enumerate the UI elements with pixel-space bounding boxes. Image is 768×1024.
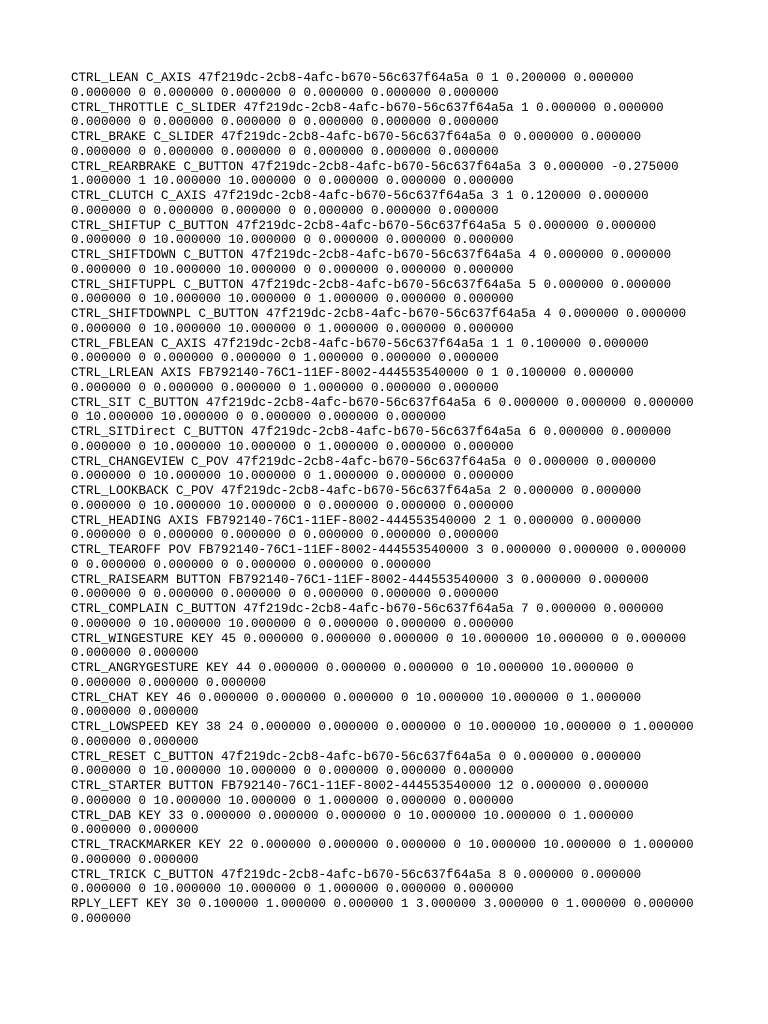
text-line: CTRL_LOOKBACK C_POV 47f219dc-2cb8-4afc-b670-56c637f64a5a 2 0.000000 0.000000 [71,484,642,498]
text-line: CTRL_CHAT KEY 46 0.000000 0.000000 0.000000 0 10.000000 10.000000 0 1.000000 [71,690,642,705]
text-line: 0.000000 0 0.000000 0.000000 0 1.000000 0.000000 0.000000 [71,351,499,366]
text-line: 0.000000 0.000000 [71,705,199,720]
text-line: 0.000000 0 0.000000 0.000000 0 1.000000 0.000000 0.000000 [71,380,499,395]
text-line: CTRL_SHIFTUP C_BUTTON 47f219dc-2cb8-4afc-b670-56c637f64a5a 5 0.000000 0.000000 [71,218,657,233]
text-line: 0.000000 0 10.000000 10.000000 0 1.000000 0.000000 0.000000 [71,439,514,454]
text-line: 0.000000 0 0.000000 0.000000 0 0.000000 0.000000 0.000000 [71,115,499,130]
text-line: CTRL_RESET C_BUTTON 47f219dc-2cb8-4afc-b670-56c637f64a5a 0 0.000000 0.000000 [71,749,642,764]
text-line: 0.000000 0.000000 [71,852,199,867]
text-line: 0.000000 0 10.000000 10.000000 0 1.000000 0.000000 0.000000 [71,882,514,897]
text-line: CTRL_CHANGEVIEW C_POV 47f219dc-2cb8-4afc-b670-56c637f64a5a 0 0.000000 0.000000 [71,454,657,469]
text-line: CTRL_TRICK C_BUTTON 47f219dc-2cb8-4afc-b670-56c637f64a5a 8 0.000000 0.000000 [71,867,642,882]
text-line: 0.000000 0 10.000000 10.000000 0 1.000000 0.000000 0.000000 [71,793,514,808]
text-line: CTRL_WINGESTURE KEY 45 0.000000 0.000000 0.000000 0 10.000000 10.000000 0 0.000000 [71,631,687,646]
text-line: CTRL_ANGRYGESTURE KEY 44 0.000000 0.000000 0.000000 0 10.000000 10.000000 0 [71,661,634,675]
text-line: CTRL_HEADING AXIS FB792140-76C1-11EF-8002-444553540000 2 1 0.000000 0.000000 [71,513,642,528]
document-body [71,71,711,927]
text-line: 1.000000 1 10.000000 10.000000 0 0.000000 0.000000 0.000000 [71,174,514,189]
text-line: 0.000000 0 0.000000 0.000000 0 0.000000 0.000000 0.000000 [71,528,499,543]
text-line: CTRL_FBLEAN C_AXIS 47f219dc-2cb8-4afc-b670-56c637f64a5a 1 1 0.100000 0.000000 [71,336,649,351]
text-line: CTRL_COMPLAIN C_BUTTON 47f219dc-2cb8-4afc-b670-56c637f64a5a 7 0.000000 0.000000 [71,602,664,616]
text-line: CTRL_STARTER BUTTON FB792140-76C1-11EF-8002-444553540000 12 0.000000 0.000000 [71,779,649,793]
text-line: 0.000000 0 10.000000 10.000000 0 0.000000 0.000000 0.000000 [71,233,514,248]
text-line: 0.000000 0 10.000000 10.000000 0 0.000000 0.000000 0.000000 [71,262,514,277]
text-line: RPLY_LEFT KEY 30 0.100000 1.000000 0.000000 1 3.000000 3.000000 0 1.000000 0.000000 [71,897,694,911]
text-line: CTRL_SHIFTUPPL C_BUTTON 47f219dc-2cb8-4afc-b670-56c637f64a5a 5 0.000000 0.000000 [71,277,672,292]
text-line: 0.000000 0 0.000000 0.000000 0 0.000000 0.000000 0.000000 [71,85,499,100]
text-line: CTRL_CLUTCH C_AXIS 47f219dc-2cb8-4afc-b670-56c637f64a5a 3 1 0.120000 0.000000 [71,189,649,203]
text-line: CTRL_SHIFTDOWN C_BUTTON 47f219dc-2cb8-4afc-b670-56c637f64a5a 4 0.000000 0.000000 [71,248,672,262]
text-line: 0.000000 0 0.000000 0.000000 0 0.000000 0.000000 0.000000 [71,144,499,159]
text-line: CTRL_DAB KEY 33 0.000000 0.000000 0.000000 0 10.000000 10.000000 0 1.000000 [71,808,634,823]
text-line: 0.000000 0 0.000000 0.000000 0 0.000000 0.000000 0.000000 [71,203,499,218]
text-line: CTRL_SIT C_BUTTON 47f219dc-2cb8-4afc-b670-56c637f64a5a 6 0.000000 0.000000 0.000000 [71,395,694,410]
text-line: 0.000000 0 10.000000 10.000000 0 1.000000 0.000000 0.000000 [71,469,514,484]
text-line: 0.000000 0 10.000000 10.000000 0 1.000000 0.000000 0.000000 [71,321,514,336]
text-line: 0.000000 0.000000 [71,734,199,749]
text-line: 0.000000 0 0.000000 0.000000 0 0.000000 0.000000 0.000000 [71,587,499,602]
text-line: CTRL_LEAN C_AXIS 47f219dc-2cb8-4afc-b670-56c637f64a5a 0 1 0.200000 0.000000 [71,71,634,85]
text-line: 0 0.000000 0.000000 0 0.000000 0.000000 0.000000 [71,557,432,572]
text-line: 0.000000 [71,911,132,926]
text-line: CTRL_TRACKMARKER KEY 22 0.000000 0.000000 0.000000 0 10.000000 10.000000 0 1.000000 [71,838,694,852]
text-line: 0.000000 0.000000 0.000000 [71,675,267,690]
text-line: 0.000000 0.000000 [71,646,199,661]
text-line: CTRL_THROTTLE C_SLIDER 47f219dc-2cb8-4afc-b670-56c637f64a5a 1 0.000000 0.000000 [71,100,664,115]
text-line: CTRL_REARBRAKE C_BUTTON 47f219dc-2cb8-4afc-b670-56c637f64a5a 3 0.000000 -0.275000 [71,159,679,174]
text-line: CTRL_LRLEAN AXIS FB792140-76C1-11EF-8002-444553540000 0 1 0.100000 0.000000 [71,366,634,380]
text-line: 0.000000 0 10.000000 10.000000 0 1.000000 0.000000 0.000000 [71,292,514,307]
text-line: 0.000000 0 10.000000 10.000000 0 0.000000 0.000000 0.000000 [71,498,514,513]
text-line: CTRL_LOWSPEED KEY 38 24 0.000000 0.000000 0.000000 0 10.000000 10.000000 0 1.000000 [71,720,694,734]
text-line: CTRL_RAISEARM BUTTON FB792140-76C1-11EF-8002-444553540000 3 0.000000 0.000000 [71,572,649,587]
text-line: CTRL_TEAROFF POV FB792140-76C1-11EF-8002-444553540000 3 0.000000 0.000000 0.000000 [71,543,687,557]
text-line: CTRL_SITDirect C_BUTTON 47f219dc-2cb8-4afc-b670-56c637f64a5a 6 0.000000 0.000000 [71,425,672,439]
text-line: 0.000000 0 10.000000 10.000000 0 0.000000 0.000000 0.000000 [71,764,514,779]
text-line: 0 10.000000 10.000000 0 0.000000 0.000000 0.000000 [71,410,447,425]
text-line: 0.000000 0.000000 [71,823,199,838]
text-line: 0.000000 0 10.000000 10.000000 0 0.000000 0.000000 0.000000 [71,616,514,631]
text-line: CTRL_SHIFTDOWNPL C_BUTTON 47f219dc-2cb8-4afc-b670-56c637f64a5a 4 0.000000 0.000000 [71,307,687,321]
text-line: CTRL_BRAKE C_SLIDER 47f219dc-2cb8-4afc-b670-56c637f64a5a 0 0.000000 0.000000 [71,130,642,144]
